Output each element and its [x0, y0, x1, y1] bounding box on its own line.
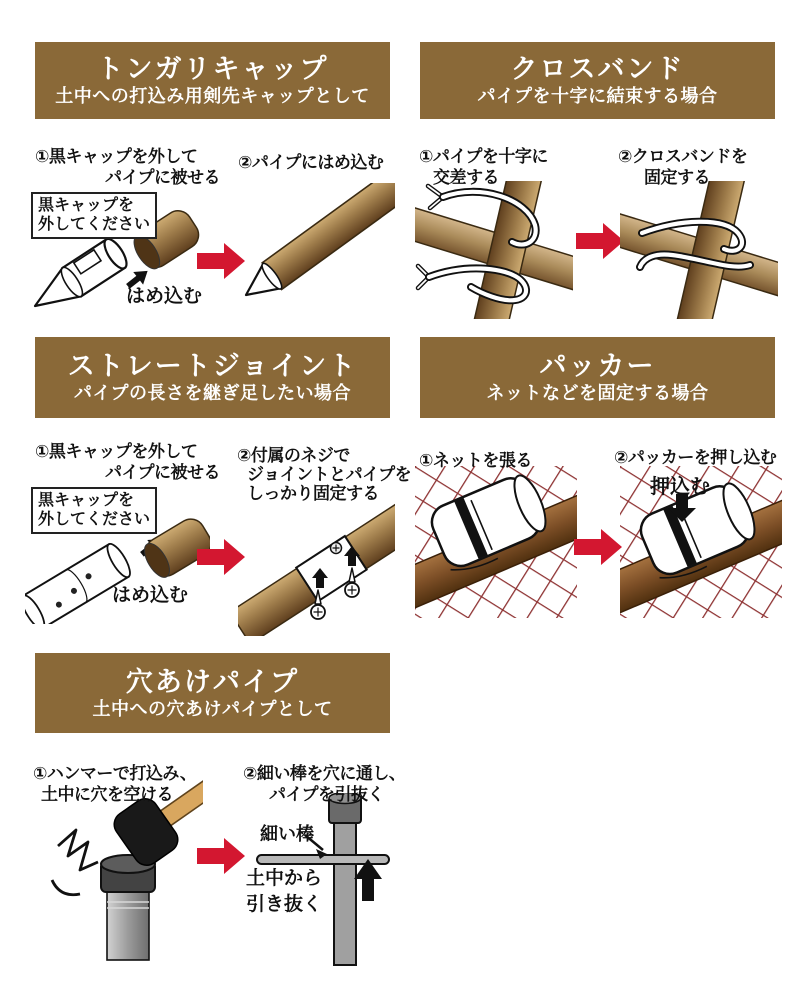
section-header-cross-band — [420, 42, 775, 119]
section-header-packer — [420, 337, 775, 418]
capped-pipe-icon — [240, 183, 395, 305]
step2-label: ②クロスバンドを 固定する — [618, 147, 748, 187]
step2-label: ②細い棒を穴に通し、 パイプを引抜く — [243, 764, 406, 804]
step1-label: ①黒キャップを外して パイプに被せる — [35, 147, 220, 187]
holepipe-step1-illustration — [28, 780, 203, 965]
red-arrow-icon — [576, 221, 626, 261]
push-in-label: 押込む — [650, 476, 710, 498]
step2-label: ②付属のネジで ジョイントとパイプを しっかり固定する — [237, 446, 412, 503]
pull-out-label: 土中から 引き抜く — [246, 868, 323, 915]
tongari-step2-illustration — [240, 183, 395, 305]
section-title: パッカー — [539, 351, 656, 381]
section-title: トンガリキャップ — [96, 54, 329, 84]
section-header-straight-joint — [35, 337, 390, 418]
red-arrow-icon — [574, 527, 624, 567]
black-cap-note: 黒キャップを 外してください — [31, 487, 157, 534]
section-title: ストレートジョイント — [67, 351, 358, 381]
section-header-hole-pipe — [35, 653, 390, 733]
step1-label: ①黒キャップを外して パイプに被せる — [35, 442, 220, 482]
fit-in-label: はめ込む — [126, 286, 203, 307]
impact-icon — [58, 830, 98, 870]
joint-step2-illustration — [238, 488, 395, 636]
step1-label: ①パイプを十字に 交差する — [419, 147, 548, 187]
step2-label: ②パッカーを押し込む — [614, 448, 777, 467]
section-title: クロスバンド — [510, 54, 685, 84]
crossband-step1-illustration — [415, 181, 573, 319]
section-subtitle: 土中への打込み用剣先キャップとして — [55, 86, 370, 106]
packer-step1-illustration — [415, 466, 577, 618]
impact-icon — [52, 880, 80, 895]
black-up-arrow-icon — [354, 859, 382, 901]
step1-label: ①ハンマーで打込み、 土中に穴を空ける — [33, 764, 197, 804]
thin-rod-label: 細い棒 — [260, 824, 314, 844]
section-subtitle: パイプの長さを継ぎ足したい場合 — [74, 383, 351, 403]
fit-in-label: はめ込む — [112, 585, 189, 606]
section-subtitle: パイプを十字に結束する場合 — [477, 86, 718, 106]
step1-label: ①ネットを張る — [419, 451, 532, 470]
ground-pipe-icon — [101, 855, 155, 960]
section-subtitle: ネットなどを固定する場合 — [486, 383, 709, 403]
section-header-tongari-cap — [35, 42, 390, 119]
red-arrow-icon — [197, 836, 247, 876]
screw-head-icon — [331, 543, 342, 554]
black-cap-note: 黒キャップを 外してください — [31, 192, 157, 239]
pointed-cap-icon — [26, 236, 131, 315]
section-subtitle: 土中への穴あけパイプとして — [92, 698, 333, 719]
section-title: 穴あけパイプ — [125, 666, 300, 697]
step2-label: ②パイプにはめ込む — [238, 153, 384, 172]
crossband-step2-illustration — [620, 181, 778, 319]
